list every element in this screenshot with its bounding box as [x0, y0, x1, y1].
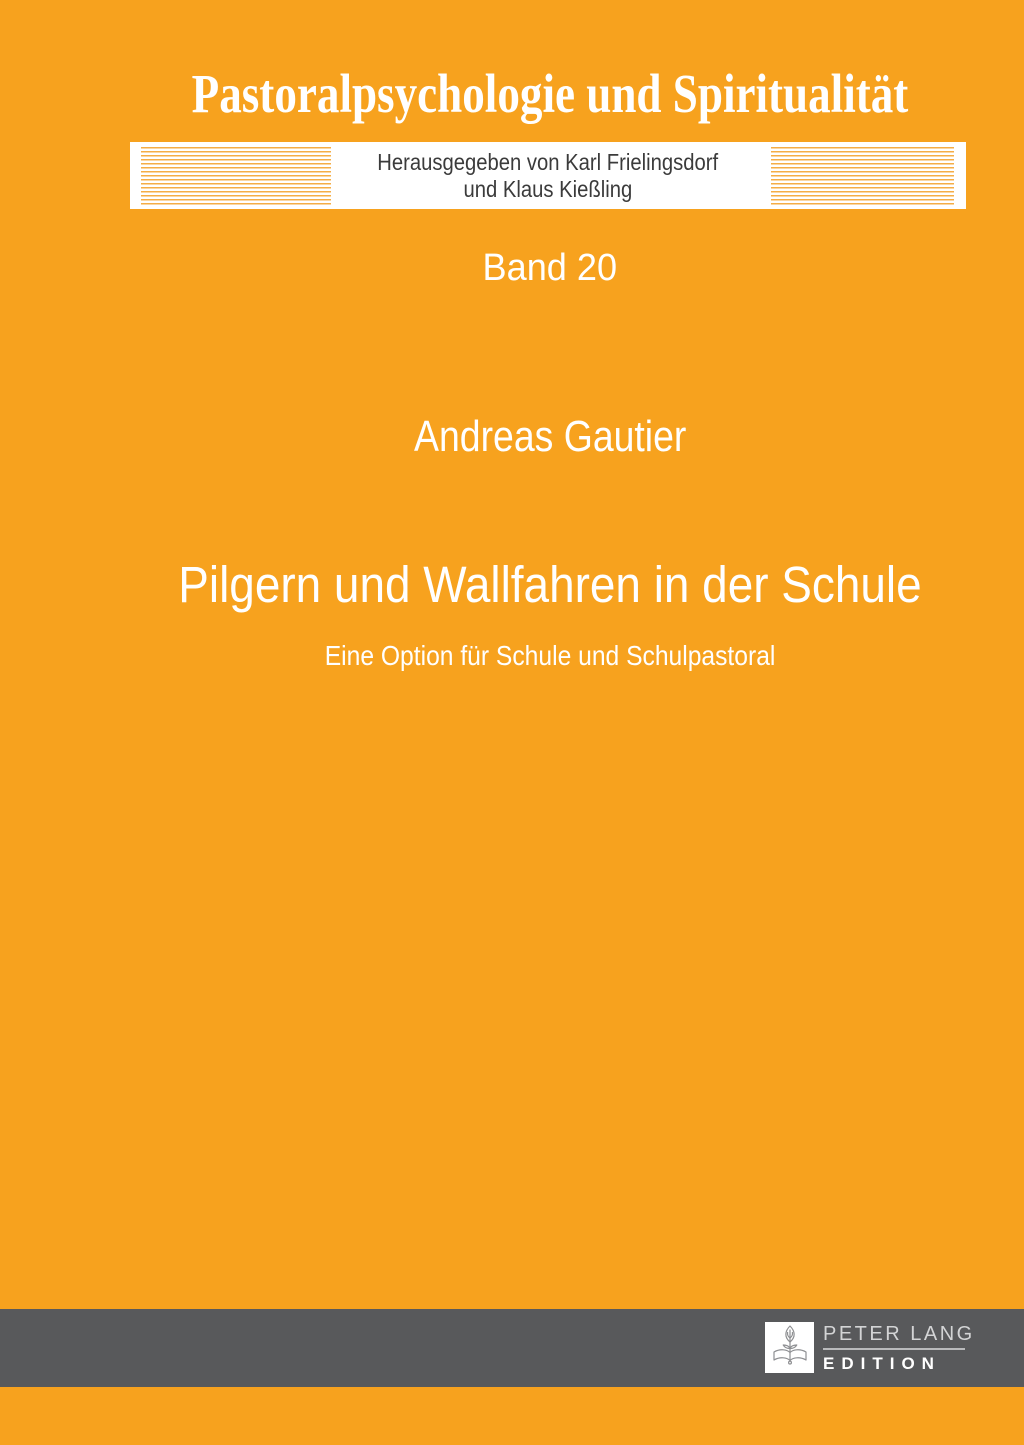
- author-name: [76, 412, 1024, 462]
- publisher-footer-bar: [0, 1309, 1024, 1387]
- book-title: [76, 556, 1024, 614]
- book-subtitle-text: Eine Option für Schule und Schulpastoral: [324, 640, 776, 671]
- author-name-text: Andreas Gautier: [413, 412, 687, 461]
- open-book-with-leaf-icon: [771, 1324, 809, 1371]
- series-title: [76, 64, 1024, 124]
- publisher-logo-text: [823, 1322, 975, 1373]
- book-title-text: Pilgern und Wallfahren in der Schule: [178, 556, 922, 613]
- publisher-name: PETER LANG: [823, 1323, 975, 1345]
- editors-line-1: Herausgegeben von Karl Frielingsdorf: [377, 148, 719, 175]
- edition-label: EDITION: [823, 1354, 941, 1373]
- editors-line-2: und Klaus Kießling: [463, 175, 633, 202]
- band-number-text: Band 20: [482, 247, 618, 289]
- editor-banner: [130, 142, 966, 209]
- logo-divider: [823, 1348, 965, 1350]
- publisher-logo-box: [765, 1322, 814, 1373]
- band-number: [76, 246, 1024, 290]
- publisher-logo: [765, 1322, 975, 1373]
- book-subtitle: [76, 640, 1024, 672]
- series-title-text: Pastoralpsychologie und Spiritualität: [191, 63, 909, 124]
- editors-text: [130, 142, 966, 209]
